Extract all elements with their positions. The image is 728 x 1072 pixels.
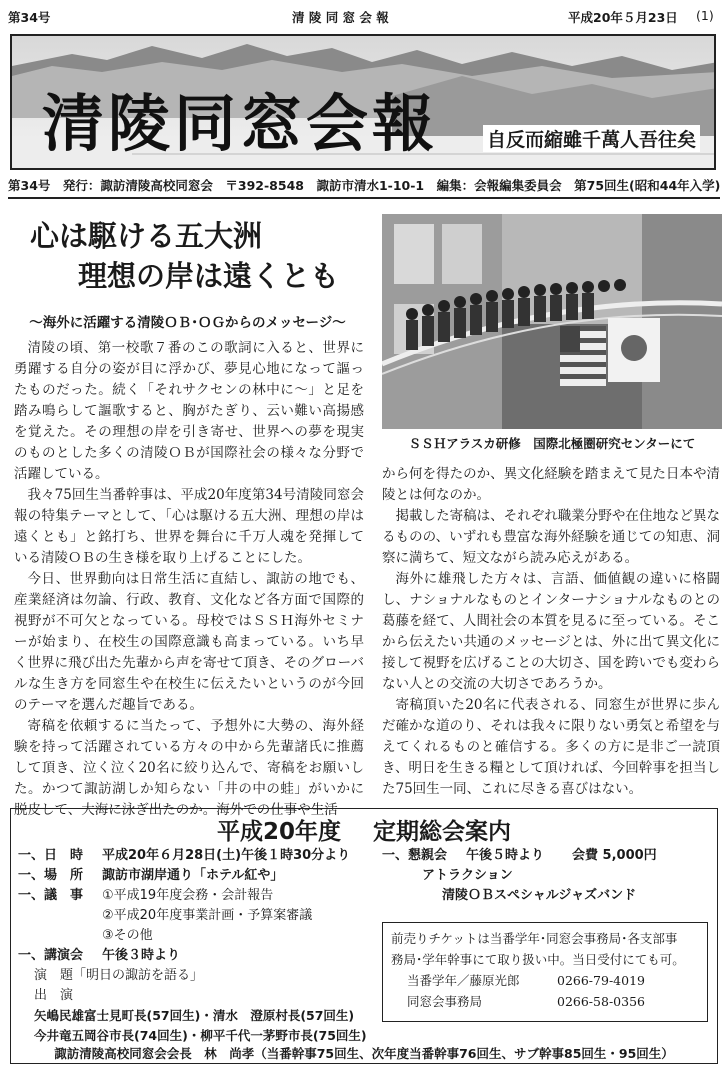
paragraph: 掲載した寄稿は、それぞれ職業分野や在住地など異なるものの、いずれも豊富な海外経験を通じての知恵、洞察に満ちて、短文ながら読み応えがある。 <box>382 508 720 566</box>
place-value: 諏訪市湖岸通り「ホテル紅や」 <box>102 868 284 883</box>
masthead-title: 清陵同窓会報 <box>42 87 439 160</box>
masthead <box>10 34 716 170</box>
ticket-text: 前売りチケットは当番学年･同窓会事務局･各支部事 <box>391 931 678 946</box>
page-number: (1) <box>696 8 714 23</box>
photo-image <box>382 214 722 429</box>
subheadline: ～海外に活躍する清陵ＯＢ･ＯＧからのメッセージ～ <box>29 315 346 331</box>
party-fee: 会費 5,000円 <box>572 848 657 863</box>
ticket-text: 務局･学年幹事にて取り扱い中。当日受付にても可。 <box>391 952 685 967</box>
issue-number: 第34号 <box>8 10 51 25</box>
ticket-info-box <box>382 922 708 1022</box>
divider <box>8 197 720 199</box>
lecture-label: 一、講演会 <box>18 948 84 963</box>
issue-date: 平成20年５月23日 <box>568 10 678 25</box>
agenda-item: ②平成20年度事業計画・予算案審議 <box>102 908 313 923</box>
group-photo <box>382 214 722 429</box>
photo-caption: ＳＳＨアラスカ研修 国際北極圏研究センターにて <box>408 436 696 451</box>
contact-phone: 0266-79-4019 <box>557 973 645 988</box>
agenda-item: ①平成19年度会務・会計報告 <box>102 888 274 903</box>
place-label: 一、場 所 <box>18 868 84 883</box>
article-right-column <box>382 464 720 800</box>
running-header <box>8 6 720 28</box>
paper-name: 清 陵 同 窓 会 報 <box>292 10 389 25</box>
paragraph: 清陵の頃、第一校歌７番のこの歌詞に入ると、世界に勇躍する自分の姿が目に浮かび、夢見心地になって謳ったものだった。続く「それサクセンの林中に～」と足を踏み鳴らして謳歌すると、胸がたぎり、云い難い高揚感を覚えた。その理想の岸を引き寄せ、世界への夢を現実のものとした多くの清陵ＯＢが国際社会の様々な分野で活躍している。 <box>14 340 364 482</box>
meeting-details <box>18 846 378 1046</box>
paragraph: 寄稿を依頼するに当たって、予想外に大勢の、海外経験を持って活躍されている方々の中から先輩諸氏に推薦して頂き、泣く泣く20名に絞り込んで、寄稿をお願いした。かつて諏訪湖しか知らない「井の中の蛙」がいかに脱皮して、大海に泳ぎ出たのか。海外での仕事や生活 <box>14 718 364 818</box>
contact-name: 当番学年／藤原光郎 <box>407 973 520 988</box>
meeting-footer: 諏訪清陵高校同窓会会長 林 尚孝（当番幹事75回生、次年度当番幹事76回生、サブ幹事85回生・95回生） <box>54 1046 674 1061</box>
meeting-title-year: 平成20年度 <box>216 819 341 845</box>
party-label: 一、懇親会 <box>382 848 448 863</box>
paragraph: 我々75回生当番幹事は、平成20年度第34号清陵同窓会報の特集テーマとして、「心は駆ける五大洲、理想の岸は遠くとも」と銘打ち、世界を舞台に千万人魂を発揮している清陵ＯＢの生き様を取り上げることにした。 <box>14 487 364 566</box>
datetime-value: 平成20年６月28日(土)午後１時30分より <box>102 848 351 863</box>
datetime-label: 一、日 時 <box>18 848 84 863</box>
paragraph: 今日、世界動向は日常生活に直結し、諏訪の地でも、産業経済は勿論、行政、教育、文化など各方面で国際的視野が不可欠となっている。母校ではＳＳＨ海外セミナーが始まり、在校生の国際意識も高まっている。いち早く世界に飛び出た先輩から声を寄せて頂き、そのグローバルな生き方を同窓生や在校生に伝えたいというのが今回のテーマを選んだ趣旨である。 <box>14 571 364 713</box>
paragraph: から何を得たのか、異文化経験を踏まえて見た日本や清陵とは何なのか。 <box>382 466 720 503</box>
us-flag-icon <box>560 326 606 386</box>
speakers-line-2: 今井竜五岡谷市長(74回生)・柳平千代一茅野市長(75回生) <box>34 1028 367 1043</box>
headline-line-2: 理想の岸は遠くとも <box>78 259 340 293</box>
contact-name: 同窓会事務局 <box>407 994 483 1009</box>
party-details <box>382 846 712 906</box>
party-time: 午後５時より <box>466 848 545 863</box>
publication-info: 第34号 発行：諏訪清陵高校同窓会 〒392-8548 諏訪市清水1-10-1 編集：会報編集委員会 第75回生(昭和44年入学) <box>8 178 721 193</box>
lecture-title: 演 題「明日の諏訪を語る」 <box>34 968 204 983</box>
attraction-label: アトラクション <box>422 868 513 883</box>
japan-flag-icon <box>608 318 660 382</box>
paragraph: 海外に雄飛した方々は、言語、価値観の違いに格闘し、ナショナルなものとインターナショナルなものとの葛藤を経て、人間社会の本質を見るに至っている。そこから伝えたい共通のメッセージとは、外に出て異文化に接して視野を広げることの大切さ、国を跨いでも変わらない人との交流の大切さであろうか。 <box>382 571 720 692</box>
attraction-value: 清陵ＯＢスペシャルジャズバンド <box>442 888 637 903</box>
lecture-time: 午後３時より <box>102 948 181 963</box>
agenda-label: 一、議 事 <box>18 888 84 903</box>
meeting-title-name: 定期総会案内 <box>373 819 511 845</box>
agenda-item: ③その他 <box>102 928 153 943</box>
paragraph: 寄稿頂いた20名に代表される、同窓生が世界に歩んだ確かな道のり、それは我々に限りない勇気と希望を与えてくれるものと確信する。多くの方に是非ご一読頂き、明日を生きる糧として頂ければ、今回幹事を担当した75回生一同、これに尽きる喜びはない。 <box>382 697 720 797</box>
contact-phone: 0266-58-0356 <box>557 994 645 1009</box>
meeting-title <box>0 813 728 846</box>
speakers-line-1: 矢嶋民雄富士見町長(57回生)・清水 澄原村長(57回生) <box>34 1008 355 1023</box>
lecture-speakers-label: 出 演 <box>34 988 74 1003</box>
masthead-motto: 自反而縮雖千萬人吾往矣 <box>483 125 700 152</box>
headline-line-1: 心は駆ける五大洲 <box>30 219 263 253</box>
article-left-column <box>14 338 364 821</box>
